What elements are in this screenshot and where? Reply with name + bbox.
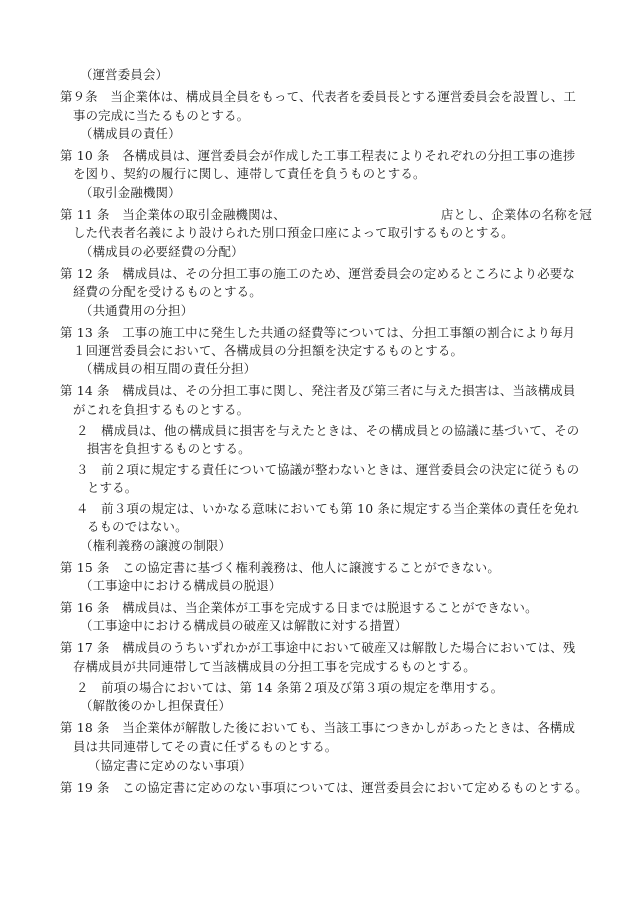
article-text: 第９条 当企業体は、構成員全員をもって、代表者を委員長とする運営委員会を設置し、工: [60, 89, 576, 104]
article-heading: （運営委員会）: [80, 67, 169, 82]
paragraph-text: とする。: [87, 480, 138, 495]
article-text: 第 12 条 構成員は、その分担工事の施工のため、運営委員会の定めるところにより必要な: [60, 266, 575, 281]
article-text: 事の完成に当たるものとする。: [73, 108, 250, 123]
article-text: 存構成員が共同連帯して当該構成員の分担工事を完成するものとする。: [73, 659, 476, 674]
article-heading: （協定書に定めのない事項）: [88, 758, 252, 773]
article-heading: （構成員の責任）: [80, 126, 181, 141]
article-heading: （工事途中における構成員の脱退）: [80, 578, 282, 593]
article-text: 経費の分配を受けるものとする。: [73, 284, 262, 299]
article-text: 第 16 条 構成員は、当企業体が工事を完成する日までは脱退することができない。: [60, 600, 538, 615]
paragraph-text: るものではない。: [87, 519, 188, 534]
article-text: [60, 207, 592, 223]
article-heading: （共通費用の分担）: [80, 303, 194, 318]
paragraph-text: ２ 構成員は、他の構成員に損害を与えたときは、その構成員との協議に基づいて、その: [76, 423, 580, 438]
article-text: 第 19 条 この協定書に定めのない事項については、運営委員会において定めるものとする。: [60, 780, 588, 795]
article-text: 第 17 条 構成員のうちいずれかが工事途中において破産又は解散した場合においては、残: [60, 640, 576, 655]
paragraph-text: ４ 前３項の規定は、いかなる意味においても第 10 条に規定する当企業体の責任を免れ: [76, 501, 579, 516]
article-heading: （構成員の必要経費の分配）: [80, 244, 244, 259]
article-text: した代表者名義により設けられた別口預金口座によって取引するものとする。: [73, 225, 514, 240]
article-heading: （解散後のかし担保責任）: [80, 698, 232, 713]
paragraph-text: 損害を負担するものとする。: [87, 441, 251, 456]
article-heading: （工事途中における構成員の破産又は解散に対する措置）: [80, 618, 408, 633]
article-text: 第 18 条 当企業体が解散した後においても、当該工事につきかしがあったときは、各構成: [60, 720, 576, 735]
article-text-part: 店とし、企業体の名称を冠: [440, 207, 592, 222]
article-text: 第 13 条 工事の施工中に発生した共通の経費等については、分担工事額の割合により毎月: [60, 325, 576, 340]
article-text: 第 14 条 構成員は、その分担工事に関し、発注者及び第三者に与えた損害は、当該構成員: [60, 383, 576, 398]
article-heading: （取引金融機関）: [80, 185, 181, 200]
paragraph-text: ３ 前２項に規定する責任について協議が整わないときは、運営委員会の決定に従うもの: [76, 462, 580, 477]
article-heading: （構成員の相互間の責任分担）: [80, 361, 257, 376]
article-text: 第 15 条 この協定書に基づく権利義務は、他人に譲渡することができない。: [60, 560, 500, 575]
article-text: を図り、契約の履行に関し、連帯して責任を負うものとする。: [73, 166, 426, 181]
article-text: 員は共同連帯してその責に任ずるものとする。: [73, 739, 338, 754]
article-text: がこれを負担するものとする。: [73, 402, 250, 417]
paragraph-text: ２ 前項の場合においては、第 14 条第２項及び第３項の規定を準用する。: [76, 680, 504, 695]
article-text-part: 第 11 条 当企業体の取引金融機関は、: [60, 207, 286, 222]
article-text: 第 10 条 各構成員は、運営委員会が作成した工事工程表によりそれぞれの分担工事の進捗: [60, 148, 576, 163]
article-text: １回運営委員会において、各構成員の分担額を決定するものとする。: [73, 343, 464, 358]
article-heading: （権利義務の譲渡の制限）: [80, 538, 232, 553]
